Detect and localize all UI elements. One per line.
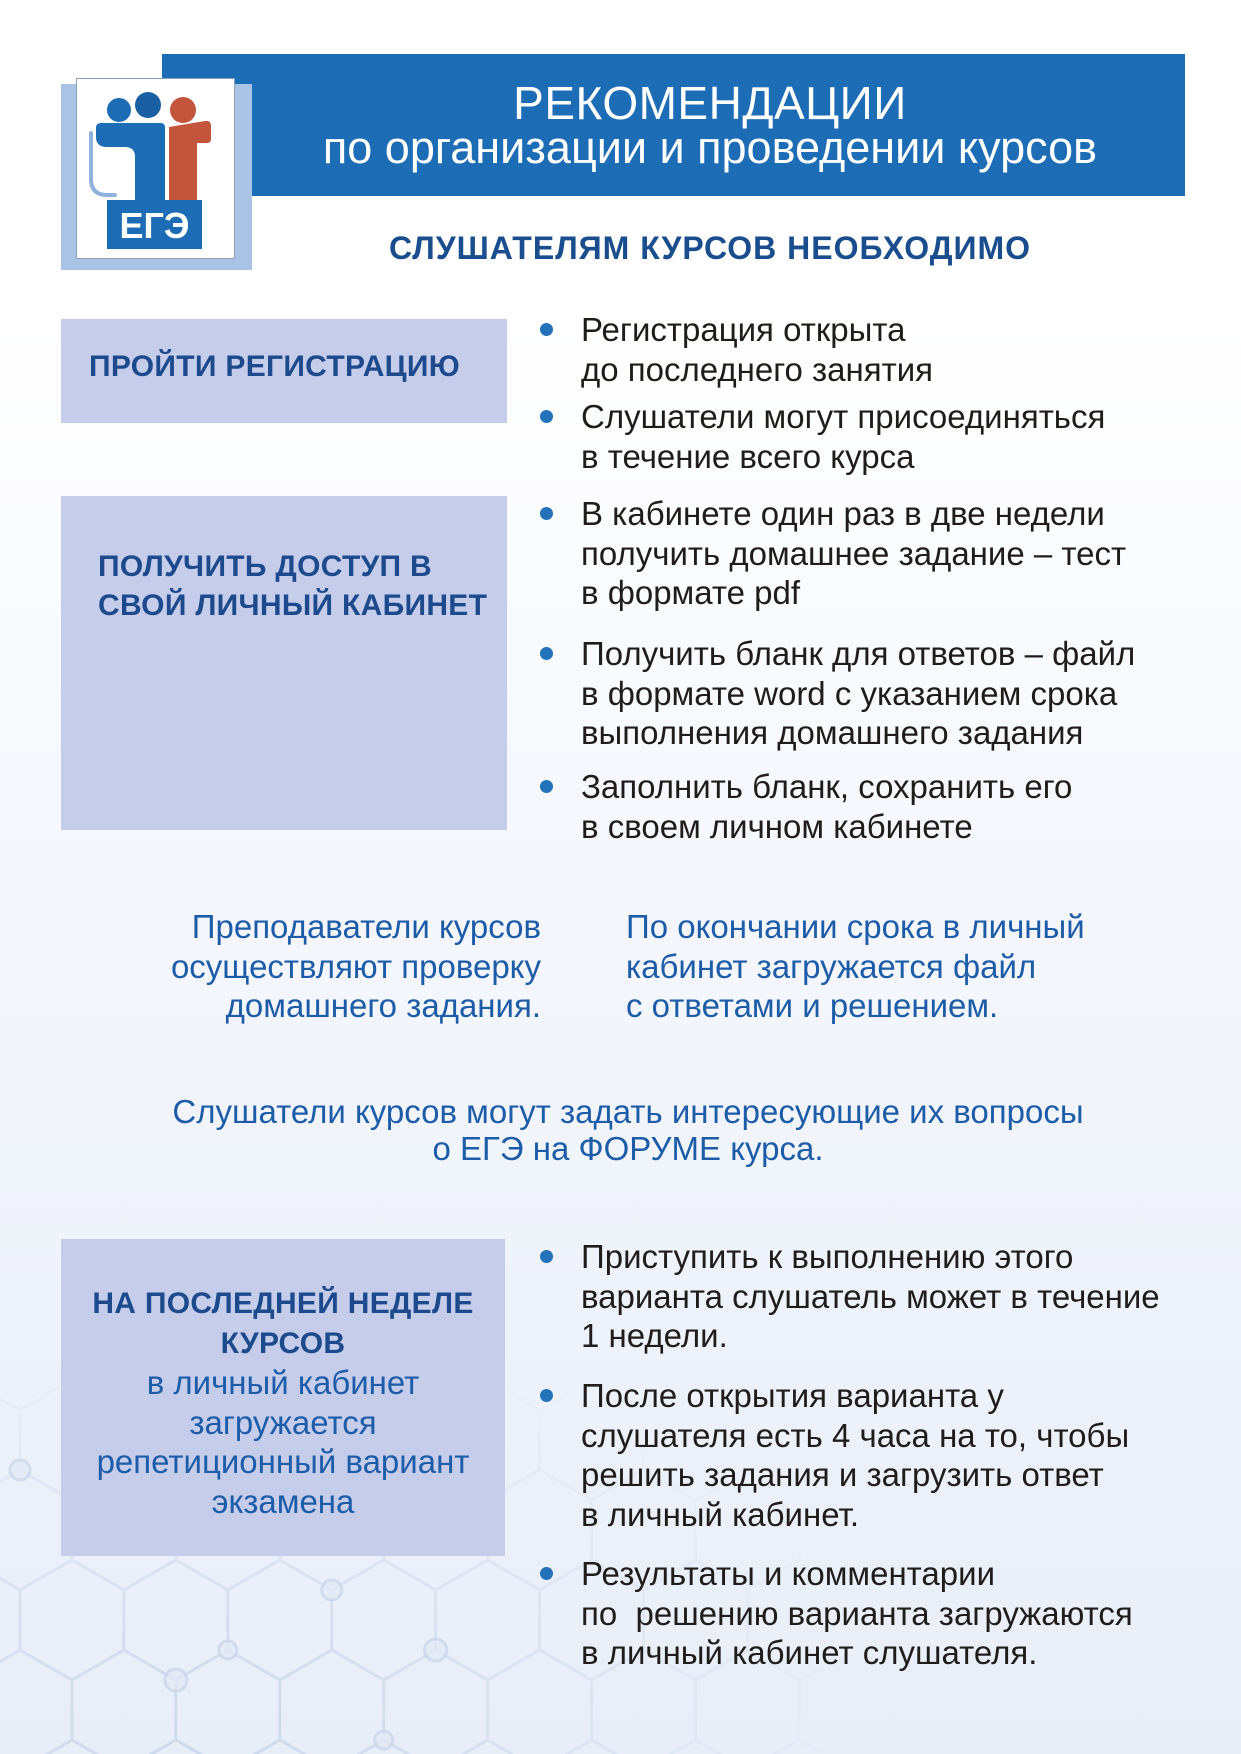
note-line: Преподаватели курсов [191, 908, 541, 945]
molecule-node [322, 1580, 342, 1600]
molecule-node [425, 1639, 447, 1661]
label-box-last-week [61, 1239, 505, 1556]
logo-figure-blue [96, 123, 165, 200]
bullet-text [581, 1376, 1129, 1534]
bullet-text-line: Регистрация открыта [581, 311, 906, 348]
molecule-node [165, 1669, 187, 1691]
bullet-text [581, 310, 933, 389]
logo-head-blue-dark [135, 92, 161, 118]
bullet-text-line: в личный кабинет слушателя. [581, 1634, 1038, 1671]
bullet-text-line: получить домашнее задание – тест [581, 534, 1127, 572]
section-heading: СЛУШАТЕЛЯМ КУРСОВ НЕОБХОДИМО [388, 230, 1032, 266]
page-title: РЕКОМЕНДАЦИИ [513, 77, 907, 129]
bullet-dot [540, 1567, 553, 1580]
bullet-dot [540, 780, 553, 793]
label-box-text [61, 1284, 505, 1521]
bullet-dot [540, 1389, 553, 1402]
bullet-text-line: Получить бланк для ответов – файл [581, 635, 1136, 672]
bullet-text-line: 1 недели. [581, 1317, 728, 1354]
bullet-text-line: В кабинете один раз в две недели [581, 495, 1105, 532]
label-line: КУРСОВ [220, 1326, 346, 1360]
label-line: экзамена [211, 1482, 355, 1520]
note-line: Слушатели курсов могут задать интересующие их вопросы [172, 1093, 1084, 1130]
bullet-text-line: Приступить к выполнению этого [581, 1238, 1074, 1275]
label-line: репетиционный вариант [96, 1443, 470, 1480]
bullet-text-line: После открытия варианта у [581, 1377, 1004, 1414]
bullet-text [581, 1554, 1133, 1673]
note-line: с ответами и решением. [626, 987, 999, 1024]
bullet-text-line: в личный кабинет. [581, 1495, 860, 1533]
label-line: загружается [189, 1403, 377, 1441]
bullet-text-line: в формате pdf [581, 574, 801, 611]
molecule-node [375, 1731, 393, 1749]
bullet-dot [540, 507, 553, 520]
note-line: кабинет загружается файл [626, 947, 1037, 985]
bullet-text-line: варианта слушатель может в течение [581, 1277, 1160, 1315]
note-answers-upload [626, 907, 1085, 1026]
note-line: По окончании срока в личный [626, 908, 1085, 945]
label-line: НА ПОСЛЕДНЕЙ НЕДЕЛЕ [92, 1287, 474, 1320]
bullet-text [581, 494, 1126, 613]
bullet-text-line: в течение всего курса [581, 437, 915, 475]
label-box-personal-account [61, 496, 507, 830]
label-line: ПРОЙТИ РЕГИСТРАЦИЮ [89, 350, 460, 383]
bullet-text [581, 634, 1135, 753]
bullet-text-line: слушателя есть 4 часа на то, чтобы [581, 1416, 1130, 1454]
molecule-node [10, 1460, 30, 1480]
logo-head-blue [107, 98, 131, 122]
label-box-registration [61, 319, 507, 423]
bullet-text-line: выполнения домашнего задания [581, 714, 1084, 751]
label-line: в личный кабинет [146, 1364, 420, 1401]
bullet-text-line: в формате word с указанием срока [581, 674, 1118, 712]
molecule-node [219, 1641, 237, 1659]
logo-head-orange [170, 97, 196, 123]
label-box-text [98, 547, 487, 625]
label-line: СВОЙ ЛИЧНЫЙ КАБИНЕТ [98, 589, 488, 622]
bullet-text-line: до последнего занятия [581, 350, 934, 388]
note-teachers-check [100, 907, 541, 1026]
bullet-dot [540, 410, 553, 423]
logo-text: ЕГЭ [119, 205, 190, 246]
bullet-text-line: Заполнить бланк, сохранить его [581, 768, 1073, 805]
note-line: домашнего задания. [225, 987, 541, 1024]
label-line: ПОЛУЧИТЬ ДОСТУП В [98, 550, 433, 583]
bullet-text-line: по решению варианта загружаются [581, 1594, 1133, 1632]
bullet-text [581, 1237, 1160, 1356]
ege-logo [76, 78, 235, 259]
page-subtitle: по организации и проведении курсов [322, 122, 1098, 173]
bullet-text-line: в своем личном кабинете [581, 807, 973, 845]
ege-emblem [77, 79, 234, 258]
bullet-text-line: решить задания и загрузить ответ [581, 1456, 1104, 1493]
bullet-text [581, 397, 1105, 476]
label-box-text [89, 347, 460, 386]
note-line: осуществляют проверку [170, 947, 541, 985]
bullet-dot [540, 323, 553, 336]
note-forum [128, 1093, 1128, 1167]
bullet-text-line: Слушатели могут присоединяться [581, 398, 1106, 435]
bullet-text-line: Результаты и комментарии [581, 1555, 995, 1592]
header-bar [162, 54, 1185, 196]
bullet-dot [540, 1250, 553, 1263]
bullet-text [581, 767, 1072, 846]
note-line: о ЕГЭ на ФОРУМЕ курса. [432, 1130, 824, 1167]
logo-figure-orange [169, 121, 211, 200]
bullet-dot [540, 647, 553, 660]
